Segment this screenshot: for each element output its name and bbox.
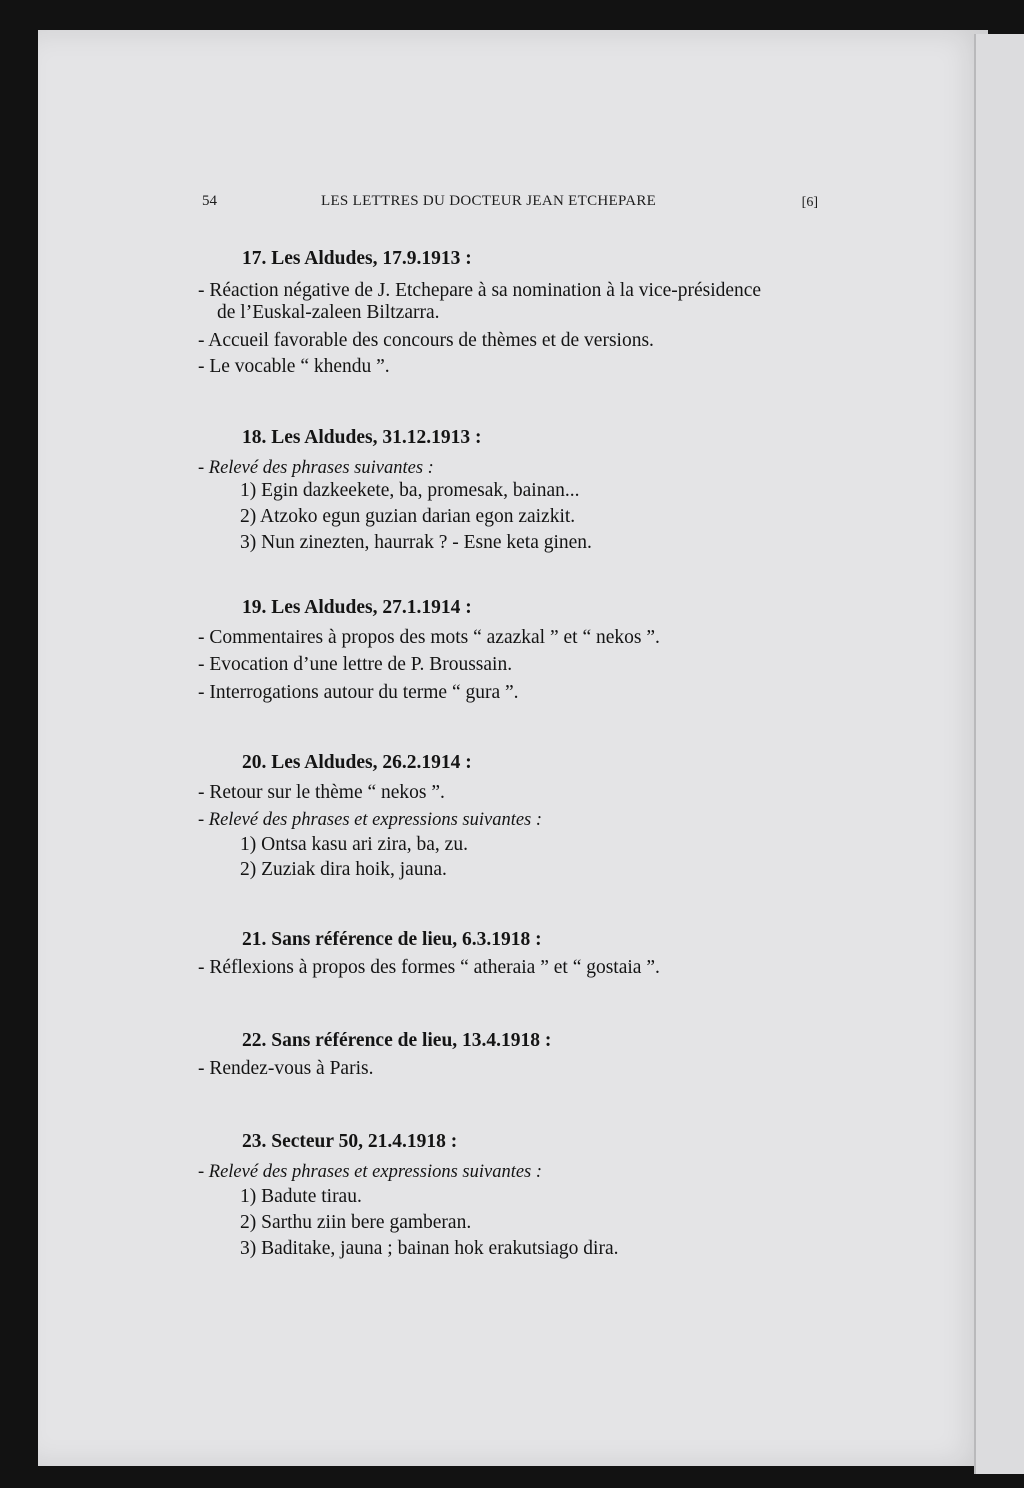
entry-heading: 22. Sans référence de lieu, 13.4.1918 :	[242, 1030, 552, 1051]
entry-line: de l’Euskal-zaleen Biltzarra.	[217, 302, 440, 323]
entry-line: - Le vocable “ khendu ”.	[198, 356, 390, 377]
running-header	[202, 193, 818, 213]
section-marker: [6]	[801, 195, 818, 210]
entry-line: - Rendez-vous à Paris.	[198, 1058, 374, 1079]
entry-heading: 21. Sans référence de lieu, 6.3.1918 :	[242, 929, 542, 950]
entry-line: 3) Baditake, jauna ; bainan hok erakutsiago dira.	[240, 1238, 619, 1259]
page-number: 54	[202, 193, 217, 209]
running-title: LES LETTRES DU DOCTEUR JEAN ETCHEPARE	[321, 193, 657, 209]
entry-heading: 20. Les Aldudes, 26.2.1914 :	[242, 752, 472, 773]
entry-line: - Relevé des phrases suivantes :	[198, 458, 434, 478]
entry-line: 3) Nun zinezten, haurrak ? - Esne keta ginen.	[240, 532, 592, 553]
entry-heading: 23. Secteur 50, 21.4.1918 :	[242, 1131, 458, 1152]
entry-heading: 19. Les Aldudes, 27.1.1914 :	[242, 597, 472, 618]
entry-line: - Commentaires à propos des mots “ azazkal ” et “ nekos ”.	[198, 627, 660, 648]
entry-line: 1) Egin dazkeekete, ba, promesak, bainan...	[240, 480, 580, 501]
entry-heading: 18. Les Aldudes, 31.12.1913 :	[242, 427, 482, 448]
entry-line: - Accueil favorable des concours de thèmes et de versions.	[198, 330, 654, 351]
entry-line: - Réflexions à propos des formes “ atheraia ” et “ gostaia ”.	[198, 957, 660, 978]
entry-line: 2) Atzoko egun guzian darian egon zaizkit.	[240, 506, 576, 527]
entry-line: - Interrogations autour du terme “ gura ”.	[198, 682, 519, 703]
entry-line: 1) Ontsa kasu ari zira, ba, zu.	[240, 834, 468, 855]
entry-line: - Relevé des phrases et expressions suivantes :	[198, 1162, 543, 1182]
facing-page-edge	[974, 34, 1024, 1474]
entry-line: - Evocation d’une lettre de P. Broussain.	[198, 654, 513, 675]
entry-heading: 17. Les Aldudes, 17.9.1913 :	[242, 248, 472, 269]
entry-line: 2) Sarthu ziin bere gamberan.	[240, 1212, 472, 1233]
entry-line: 2) Zuziak dira hoik, jauna.	[240, 859, 447, 880]
entry-line: - Retour sur le thème “ nekos ”.	[198, 782, 445, 803]
entry-line: - Réaction négative de J. Etchepare à sa nomination à la vice-présidence	[198, 280, 762, 301]
entry-line: - Relevé des phrases et expressions suivantes :	[198, 810, 543, 830]
entry-line: 1) Badute tirau.	[240, 1186, 362, 1207]
